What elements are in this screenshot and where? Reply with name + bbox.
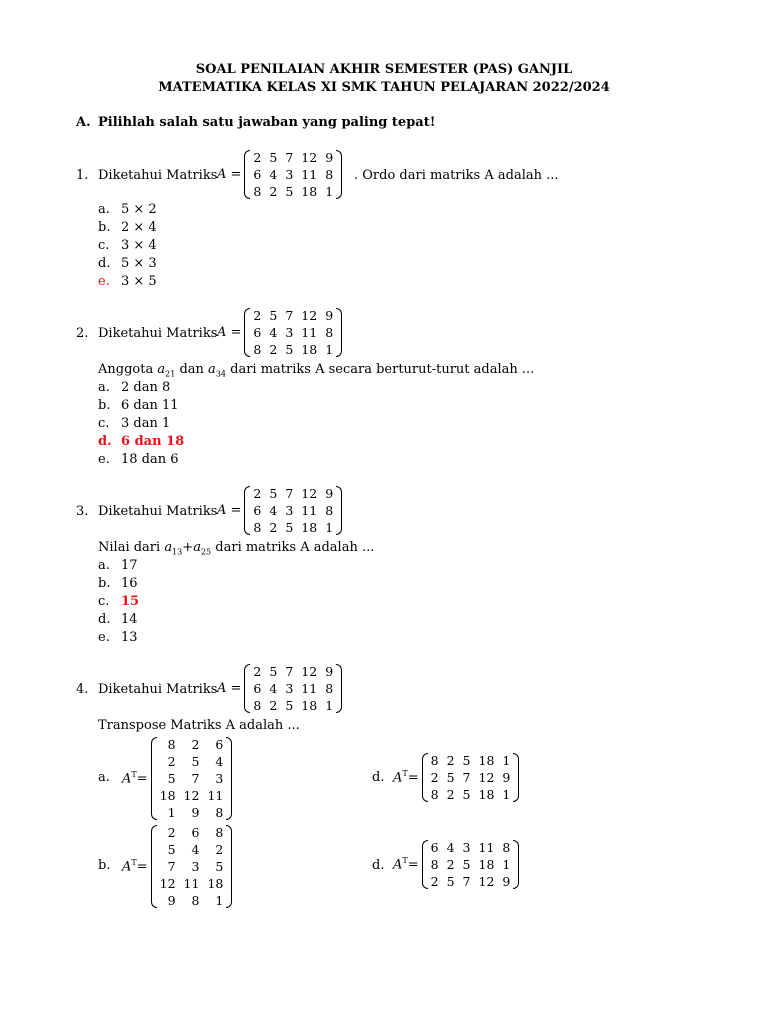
q3-option-b[interactable]: b. 16 <box>98 576 138 591</box>
q4-option-d2-matrix[interactable]: $A^T=$ 6 4 3 11 8 8 2 5 18 1 2 5 7 12 9 <box>393 839 519 890</box>
matrix-cell: 2 <box>215 842 224 857</box>
matrix-cell: 7 <box>191 771 200 786</box>
q2-prefix: Diketahui Matriks <box>98 326 218 341</box>
matrix-cell: 2 <box>253 486 262 501</box>
matrix-cell: 7 <box>285 308 294 323</box>
matrix-cell: 2 <box>446 787 455 802</box>
matrix-cell: 11 <box>301 503 318 518</box>
matrix-cell: 9 <box>325 664 334 679</box>
matrix-cell: 5 <box>285 520 294 535</box>
matrix-cell: 1 <box>167 805 176 820</box>
matrix-cell: 5 <box>215 859 224 874</box>
matrix-cell: 18 <box>159 788 176 803</box>
matrix-row <box>249 680 337 697</box>
matrix-cell: 9 <box>325 308 334 323</box>
q1-option-a[interactable]: a. 5 × 2 <box>98 202 157 217</box>
matrix-table <box>427 752 515 803</box>
matrix-cell: 3 <box>285 325 294 340</box>
matrix-cell: 18 <box>301 698 318 713</box>
matrix-cell: 6 <box>191 825 200 840</box>
matrix-cell: 3 <box>191 859 200 874</box>
q1-matrix <box>217 149 342 200</box>
q3-prefix: Diketahui Matriks <box>98 504 218 519</box>
matrix-table <box>249 663 337 714</box>
matrix-cell: 8 <box>253 184 262 199</box>
matrix-cell: 12 <box>301 150 318 165</box>
q3-number: 3. <box>76 504 89 519</box>
matrix-label: A = <box>217 325 242 340</box>
matrix-row <box>249 307 337 324</box>
matrix-cell: 9 <box>167 893 176 908</box>
matrix-cell: 5 <box>446 874 455 889</box>
matrix-cell: 18 <box>301 520 318 535</box>
matrix-cell: 2 <box>269 184 278 199</box>
matrix-table <box>156 736 228 821</box>
q4-question: Transpose Matriks A adalah ... <box>98 718 300 733</box>
matrix-label: A = <box>217 167 242 182</box>
q4-option-d1-matrix[interactable]: $A^T=$ 8 2 5 18 1 2 5 7 12 9 8 2 5 18 1 <box>393 752 519 803</box>
matrix-cell: 4 <box>191 842 200 857</box>
q4-option-b-letter[interactable]: b. <box>98 858 111 873</box>
matrix-table <box>249 149 337 200</box>
matrix-cell: 8 <box>430 857 439 872</box>
matrix-cell: 7 <box>285 150 294 165</box>
matrix-row <box>156 875 228 892</box>
matrix-cell: 18 <box>478 753 495 768</box>
section-letter: A. <box>76 115 91 130</box>
matrix-cell: 1 <box>502 753 511 768</box>
matrix-table <box>249 485 337 536</box>
matrix-row <box>249 502 337 519</box>
q2-option-b[interactable]: b. 6 dan 11 <box>98 398 179 413</box>
matrix-cell: 8 <box>253 520 262 535</box>
q2-option-c[interactable]: c. 3 dan 1 <box>98 416 171 431</box>
matrix-cell: 2 <box>269 520 278 535</box>
matrix-cell: 5 <box>462 753 471 768</box>
matrix-table <box>156 824 228 909</box>
matrix-cell: 6 <box>253 325 262 340</box>
q1-option-e[interactable]: e. 3 × 5 <box>98 274 157 289</box>
matrix-cell: 1 <box>325 698 334 713</box>
matrix-cell: 8 <box>215 805 224 820</box>
matrix-cell: 12 <box>183 788 200 803</box>
matrix-cell: 9 <box>502 874 511 889</box>
matrix-cell: 2 <box>167 754 176 769</box>
matrix-row <box>249 341 337 358</box>
matrix-row <box>156 841 228 858</box>
matrix-cell: 5 <box>167 842 176 857</box>
matrix-cell: 11 <box>207 788 224 803</box>
matrix-row <box>249 519 337 536</box>
matrix-cell: 1 <box>502 857 511 872</box>
matrix-cell: 5 <box>191 754 200 769</box>
matrix-cell: 8 <box>253 698 262 713</box>
matrix-cell: 12 <box>301 664 318 679</box>
matrix-cell: 2 <box>446 857 455 872</box>
matrix-row <box>156 804 228 821</box>
matrix-cell: 5 <box>269 486 278 501</box>
matrix-cell: 4 <box>446 840 455 855</box>
matrix-cell: 8 <box>325 503 334 518</box>
q4-prefix: Diketahui Matriks <box>98 682 218 697</box>
matrix-row <box>156 787 228 804</box>
section-instruction: Pilihlah salah satu jawaban yang paling tepat! <box>98 115 436 130</box>
matrix-cell: 8 <box>430 787 439 802</box>
matrix-cell: 5 <box>446 770 455 785</box>
matrix-cell: 6 <box>253 681 262 696</box>
matrix-cell: 8 <box>325 681 334 696</box>
matrix-row <box>427 856 515 873</box>
matrix-cell: 8 <box>430 753 439 768</box>
matrix-cell: 5 <box>462 857 471 872</box>
matrix-cell: 5 <box>269 308 278 323</box>
matrix-cell: 2 <box>191 737 200 752</box>
matrix-cell: 12 <box>301 486 318 501</box>
matrix-cell: 6 <box>430 840 439 855</box>
matrix-cell: 12 <box>478 770 495 785</box>
matrix-cell: 18 <box>478 857 495 872</box>
matrix-cell: 6 <box>215 737 224 752</box>
q1-number: 1. <box>76 168 89 183</box>
q1-suffix: . Ordo dari matriks A adalah ... <box>354 168 559 183</box>
matrix-cell: 3 <box>285 503 294 518</box>
matrix-cell: 7 <box>462 874 471 889</box>
matrix-cell: 1 <box>502 787 511 802</box>
matrix-cell: 8 <box>167 737 176 752</box>
q2-option-d[interactable]: d. 6 dan 18 <box>98 434 185 449</box>
matrix-row <box>427 873 515 890</box>
matrix-table <box>427 839 515 890</box>
q4-option-d1-letter[interactable]: d. <box>372 770 385 785</box>
matrix-cell: 2 <box>253 664 262 679</box>
matrix-cell: 11 <box>301 681 318 696</box>
q4-option-d2-letter[interactable]: d. <box>372 858 385 873</box>
matrix-cell: 7 <box>167 859 176 874</box>
matrix-cell: 6 <box>253 167 262 182</box>
matrix-cell: 4 <box>215 754 224 769</box>
q3-option-e[interactable]: e. 13 <box>98 630 138 645</box>
matrix-cell: 3 <box>462 840 471 855</box>
matrix-row <box>156 753 228 770</box>
matrix-cell: 8 <box>502 840 511 855</box>
header-line-2: MATEMATIKA KELAS XI SMK TAHUN PELAJARAN 2022/2024 <box>158 80 610 95</box>
q3-option-d[interactable]: d. 14 <box>98 612 138 627</box>
matrix-cell: 3 <box>285 681 294 696</box>
matrix-cell: 7 <box>285 664 294 679</box>
q4-number: 4. <box>76 682 89 697</box>
matrix-cell: 1 <box>325 184 334 199</box>
q4-option-a-matrix[interactable]: $A^T=$ 8 2 6 2 5 4 5 7 3 18 12 11 1 9 8 <box>122 736 232 821</box>
matrix-cell: 12 <box>301 308 318 323</box>
matrix-row <box>156 824 228 841</box>
matrix-cell: 2 <box>167 825 176 840</box>
matrix-cell: 5 <box>269 664 278 679</box>
matrix-cell: 18 <box>478 787 495 802</box>
matrix-cell: 11 <box>301 167 318 182</box>
matrix-row <box>427 839 515 856</box>
matrix-cell: 8 <box>253 342 262 357</box>
matrix-cell: 4 <box>269 681 278 696</box>
matrix-cell: 4 <box>269 503 278 518</box>
matrix-row <box>249 166 337 183</box>
matrix-cell: 18 <box>301 184 318 199</box>
q3-option-a[interactable]: a. 17 <box>98 558 138 573</box>
matrix-cell: 7 <box>462 770 471 785</box>
matrix-cell: 2 <box>253 308 262 323</box>
matrix-cell: 2 <box>253 150 262 165</box>
matrix-cell: 1 <box>325 520 334 535</box>
matrix-row <box>249 697 337 714</box>
matrix-cell: 4 <box>269 325 278 340</box>
matrix-cell: 5 <box>269 150 278 165</box>
matrix-cell: 5 <box>285 184 294 199</box>
matrix-cell: 2 <box>269 342 278 357</box>
matrix-cell: 5 <box>462 787 471 802</box>
matrix-cell: 8 <box>215 825 224 840</box>
matrix-label: A = <box>217 503 242 518</box>
matrix-cell: 1 <box>215 893 224 908</box>
q1-option-c[interactable]: c. 3 × 4 <box>98 238 157 253</box>
q3-option-c[interactable]: c. 15 <box>98 594 140 609</box>
matrix-cell: 9 <box>325 150 334 165</box>
q3-question: Nilai dari $a_{13}+a_{25}$ dari matriks A adalah ... <box>98 540 375 557</box>
matrix-cell: 5 <box>167 771 176 786</box>
matrix-row <box>427 769 515 786</box>
q1-prefix: Diketahui Matriks <box>98 168 218 183</box>
matrix-row <box>249 663 337 680</box>
q4-option-a-letter[interactable]: a. <box>98 770 110 785</box>
matrix-cell: 5 <box>285 342 294 357</box>
matrix-row <box>249 183 337 200</box>
matrix-cell: 12 <box>478 874 495 889</box>
q4-option-b-matrix[interactable]: $A^T=$ 2 6 8 5 4 2 7 3 5 12 11 18 9 8 1 <box>122 824 232 909</box>
q2-question: Anggota $a_{21}$ dan $a_{34}$ dari matriks A secara berturut-turut adalah ... <box>98 362 535 379</box>
matrix-cell: 9 <box>325 486 334 501</box>
matrix-cell: 2 <box>269 698 278 713</box>
matrix-cell: 8 <box>325 167 334 182</box>
matrix-row <box>156 892 228 909</box>
matrix-cell: 3 <box>285 167 294 182</box>
matrix-cell: 6 <box>253 503 262 518</box>
q2-number: 2. <box>76 326 89 341</box>
matrix-cell: 11 <box>478 840 495 855</box>
matrix-table <box>249 307 337 358</box>
q3-matrix <box>217 485 342 536</box>
matrix-cell: 2 <box>430 770 439 785</box>
matrix-cell: 9 <box>191 805 200 820</box>
matrix-cell: 5 <box>285 698 294 713</box>
matrix-cell: 8 <box>191 893 200 908</box>
header-line-1: SOAL PENILAIAN AKHIR SEMESTER (PAS) GANJIL <box>195 62 573 77</box>
matrix-row <box>427 786 515 803</box>
matrix-cell: 11 <box>301 325 318 340</box>
matrix-cell: 9 <box>502 770 511 785</box>
matrix-cell: 2 <box>446 753 455 768</box>
q2-option-a[interactable]: a. 2 dan 8 <box>98 380 171 395</box>
matrix-row <box>249 324 337 341</box>
matrix-cell: 11 <box>183 876 200 891</box>
matrix-label: A = <box>217 681 242 696</box>
q2-matrix <box>217 307 342 358</box>
matrix-row <box>427 752 515 769</box>
matrix-cell: 3 <box>215 771 224 786</box>
matrix-row <box>156 858 228 875</box>
matrix-cell: 4 <box>269 167 278 182</box>
matrix-row <box>249 485 337 502</box>
matrix-row <box>156 770 228 787</box>
matrix-cell: 18 <box>301 342 318 357</box>
matrix-row <box>249 149 337 166</box>
matrix-cell: 12 <box>159 876 176 891</box>
q1-option-d[interactable]: d. 5 × 3 <box>98 256 157 271</box>
matrix-cell: 1 <box>325 342 334 357</box>
matrix-cell: 18 <box>207 876 224 891</box>
matrix-row <box>156 736 228 753</box>
matrix-cell: 7 <box>285 486 294 501</box>
matrix-cell: 8 <box>325 325 334 340</box>
q2-option-e[interactable]: e. 18 dan 6 <box>98 452 179 467</box>
q1-option-b[interactable]: b. 2 × 4 <box>98 220 157 235</box>
matrix-cell: 2 <box>430 874 439 889</box>
q4-matrix <box>217 663 342 714</box>
